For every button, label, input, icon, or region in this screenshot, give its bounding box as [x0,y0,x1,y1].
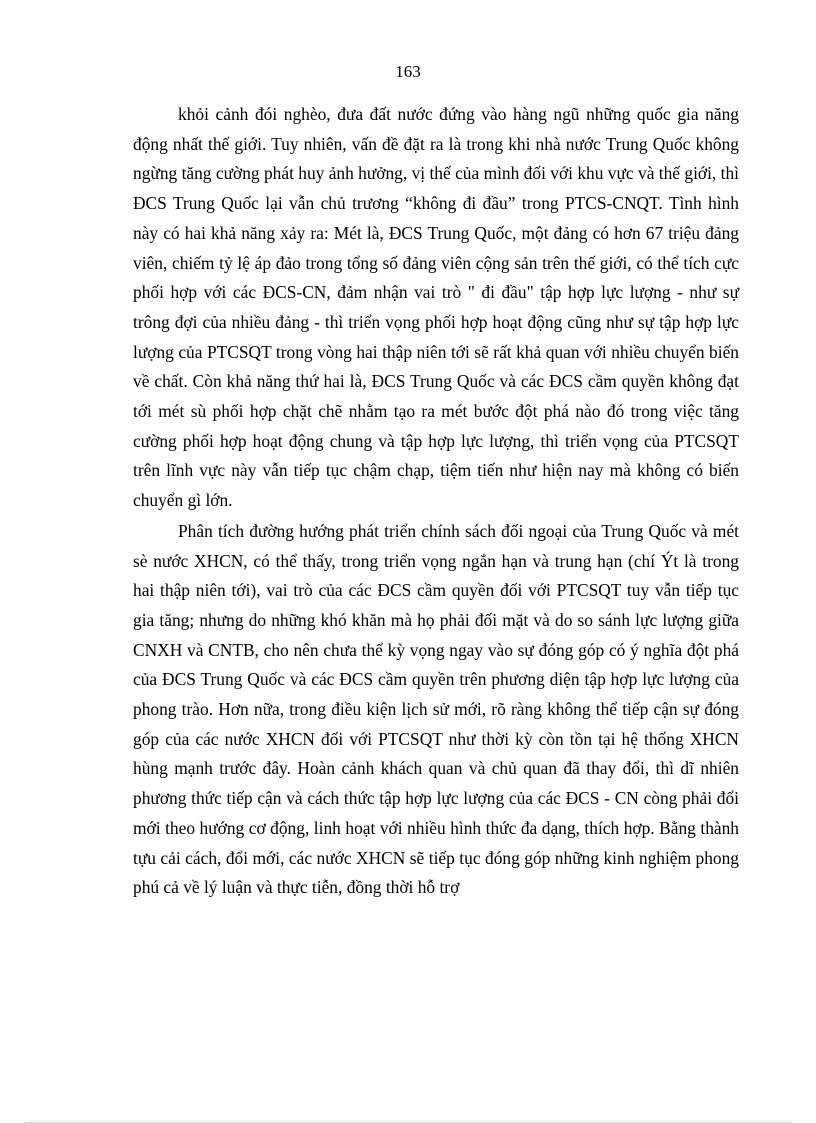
paragraph-1: khỏi cảnh đói nghèo, đưa đất nước đứng vào hàng ngũ những quốc gia năng động nhất thế giới. Tuy nhiên, vấn đề đặt ra là trong khi nhà nước Trung Quốc không ngừng tăng cường phát huy ảnh hưởng, vị thế của mình đối với khu vực và thế giới, thì ĐCS Trung Quốc lại vẫn chủ trương “không đi đầu” trong PTCS-CNQT. Tình hình này có hai khả năng xảy ra: Mét là, ĐCS Trung Quốc, một đảng có hơn 67 triệu đảng viên, chiếm tỷ lệ áp đảo trong tổng số đảng viên cộng sản trên thế giới, có thể tích cực phối hợp với các ĐCS-CN, đảm nhận vai trò " đi đầu" tập hợp lực lượng - như sự trông đợi của nhiều đảng - thì triển vọng phối hợp hoạt động cũng như sự tập hợp lực lượng của PTCSQT trong vòng hai thập niên tới sẽ rất khả quan với nhiều chuyển biến về chất. Còn khả năng thứ hai là, ĐCS Trung Quốc và các ĐCS cầm quyền không đạt tới mét sù phối hợp chặt chẽ nhằm tạo ra mét bước đột phá nào đó trong việc tăng cường phối hợp hoạt động chung và tập hợp lực lượng, thì triển vọng của PTCSQT trên lĩnh vực này vẫn tiếp tục chậm chạp, tiệm tiến như hiện nay mà không có biến chuyển gì lớn. [133,104,739,511]
paragraph-2: Phân tích đường hướng phát triển chính sách đối ngoại của Trung Quốc và mét sè nước XHCN, có thể thấy, trong triển vọng ngắn hạn và trung hạn (chí Ýt là trong hai thập niên tới), vai trò của các ĐCS cầm quyền đối với PTCSQT tuy vẫn tiếp tục gia tăng; nhưng do những khó khăn mà họ phải đối mặt và do so sánh lực lượng giữa CNXH và CNTB, cho nên chưa thể kỳ vọng ngay vào sự đóng góp có ý nghĩa đột phá của ĐCS Trung Quốc và các ĐCS cầm quyền trên phương diện tập hợp lực lượng của phong trào. Hơn nữa, trong điều kiện lịch sử mới, rõ ràng không thể tiếp cận sự đóng góp của các nước XHCN đối với PTCSQT như thời kỳ còn tồn tại hệ thống XHCN hùng mạnh trước đây. Hoàn cảnh khách quan và chủ quan đã thay đổi, thì dĩ nhiên phương thức tiếp cận và cách thức tập hợp lực lượng của các ĐCS - CN còng phải đổi mới theo hướng cơ động, linh hoạt với nhiều hình thức đa dạng, thích hợp. Bằng thành tựu cải cách, đổi mới, các nước XHCN sẽ tiếp tục đóng góp những kinh nghiệm phong phú cả về lý luận và thực tiễn, đồng thời hỗ trợ [133,520,739,898]
page-number: 163 [395,62,421,81]
document-body [133,100,739,903]
